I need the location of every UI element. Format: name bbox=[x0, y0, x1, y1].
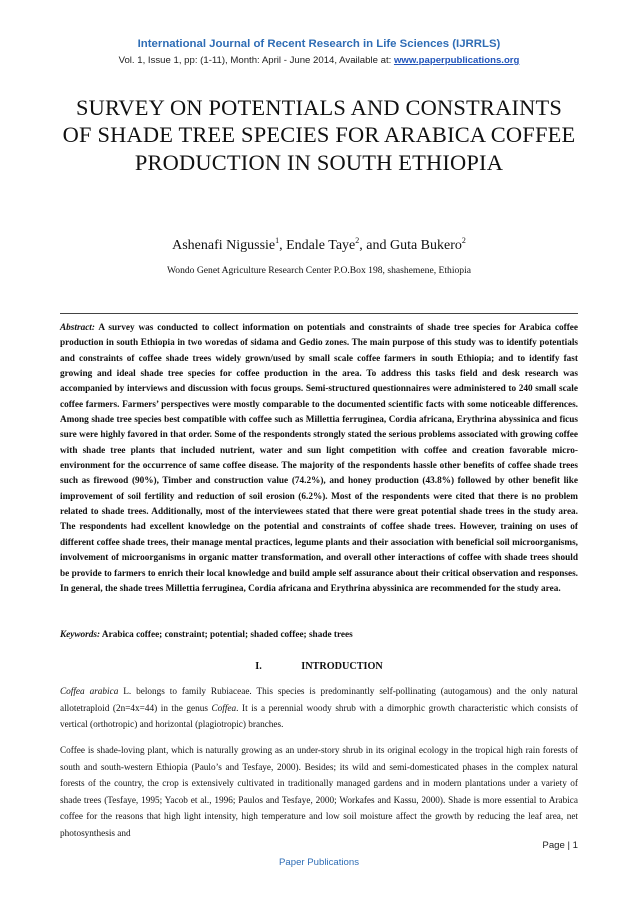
journal-url-link[interactable]: www.paperpublications.org bbox=[393, 55, 520, 66]
author-name: Ashenafi Nigussie bbox=[172, 238, 276, 253]
paragraph-text: L. belongs to family Rubiaceae. This species is predominantly self-pollinating (autogamous) and the only natural allotetraploid (2n=4x=44) in the genus bbox=[60, 687, 578, 714]
abstract-label: Abstract: bbox=[60, 323, 95, 333]
footer-publisher: Paper Publications bbox=[279, 857, 359, 868]
paper-title: SURVEY ON POTENTIALS AND CONSTRAINTS OF SHADE TREE SPECIES FOR ARABICA COFFEE PRODUCTION IN SOUTH ETHIOPIA bbox=[62, 95, 576, 175]
keywords bbox=[60, 630, 578, 640]
author-affil-mark: 2 bbox=[355, 236, 360, 245]
section-heading bbox=[0, 661, 638, 672]
paragraph-text: . It is a perennial woody shrub with a dimorphic growth characteristic which consists of vertical (orthotropic) and horizontal (plagiotropic) branches. bbox=[60, 703, 578, 731]
genus-name: Coffea bbox=[211, 703, 237, 714]
author-list bbox=[0, 236, 638, 254]
species-name: Coffea arabica bbox=[60, 687, 119, 697]
author-separator: , and bbox=[359, 238, 390, 253]
author-name: Endale Taye bbox=[286, 238, 356, 253]
abstract-text: A survey was conducted to collect information on potentials and constraints of shade tree species for Arabica coffee production in south Ethiopia in two woredas of sidama and Gedio zones. The main purpose of this study was to identify potentials and constraints of coffee shade trees widely grown/used by small scale coffee farmers in south Ethiopia; and to identify fast growing and ideal shade tree species for coffee production in the area. To address this tasks field and desk research was accompanied by interviews and discussion with focus groups. Semi-structured questionnaires were administered to 240 small scale coffee farmers. Farmers’ perspectives were mostly comparable to the documented scientific facts with some noticeable differences. Among shade tree species best compatible with coffee such as Millettia ferruginea, Cordia africana, Erythrina abyssinica and ficus sure were highly favored in that order. Some of the respondents strongly stated the serious problems associated with growing coffee with shade tree plants that included nutrient, water and sun light competition with coffee and creation favorable micro-environment for the occurrence of same coffee disease. The majority of the respondents hassle other benefits of coffee shade trees such as firewood (90%), Timber and construction value (74.2%), and honey production (43.8%) followed by other benefit like improvement of soil fertility and reduction of soil erosion (6.2%). Most of the respondents were cited that there is no problem related to shade trees. Additionally, most of the interviewees stated that there were great potential shade trees in the study area. The respondents had excellent knowledge on the potential and constraints of coffee shade trees. However, training on uses of different coffee shade trees, their manage mental practices, legume plants and their association with beneficial soil microorganisms, involvement of microorganisms in organic matter transformation, and overall other interactions of coffee with shade trees should be provide to farmers to enrich their local knowledge and build ample self assurance about their critical observation and responses. In general, the shade trees Millettia ferruginea, Cordia africana and Erythrina abyssinica are recommended for the study area. bbox=[60, 323, 578, 594]
journal-title: International Journal of Recent Research in Life Sciences (IJRRLS) bbox=[137, 38, 501, 50]
author-affiliation: Wondo Genet Agriculture Research Center P.O.Box 198, shashemene, Ethiopia bbox=[166, 265, 472, 276]
author-affil-mark: 2 bbox=[461, 236, 466, 245]
section-number: I. bbox=[255, 661, 262, 672]
author-affil-mark: 1 bbox=[275, 236, 280, 245]
section-title: INTRODUCTION bbox=[301, 661, 383, 672]
intro-paragraph-1 bbox=[60, 684, 578, 734]
author-name: Guta Bukero bbox=[389, 238, 462, 253]
author-separator: , bbox=[279, 238, 287, 253]
abstract bbox=[60, 321, 578, 597]
header-divider bbox=[60, 313, 578, 314]
intro-paragraph-2: Coffee is shade-loving plant, which is naturally growing as an under-story shrub in its original ecology in the tropical high rain forests of south and south-western Ethiopia (Paulo’s and Tesfaye, 2000). Besides; its wild and semi-domesticated phases in the complex natural forests of the country, the crop is extensively cultivated in traditionally managed gardens and in modern plantations under a variety of shade trees (Tesfaye, 1995; Yacob et al., 1996; Paulos and Tesfaye, 2000; Workafes and Kassu, 2000). Shade is more essential to Arabica coffee for the reasons that high light intensity, high temperature and low soil moisture affect the growth by reducing the leaf area, net photosynthesis and bbox=[60, 746, 578, 839]
keywords-label: Keywords: bbox=[60, 630, 101, 640]
volume-text: Vol. 1, Issue 1, pp: (1-11), Month: April - June 2014, Available at: bbox=[118, 55, 394, 66]
keywords-text: Arabica coffee; constraint; potential; shaded coffee; shade trees bbox=[101, 630, 353, 640]
page-number: Page | 1 bbox=[542, 840, 578, 851]
journal-volume-info bbox=[0, 55, 638, 66]
